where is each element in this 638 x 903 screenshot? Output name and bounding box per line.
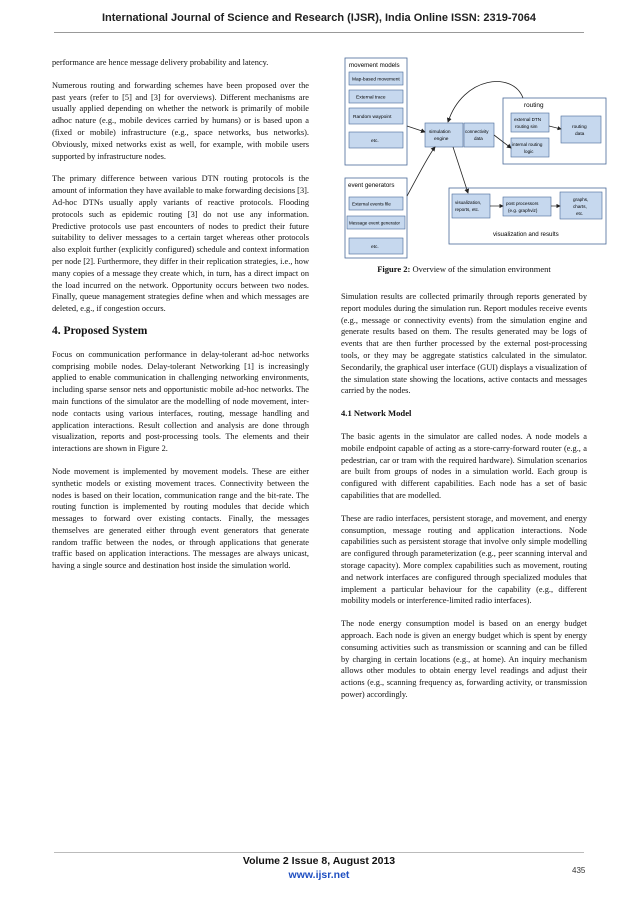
movement-etc-label: etc. [371, 139, 379, 144]
random-waypoint-label: Random waypoint [353, 115, 392, 120]
external-events-label: External events file [352, 201, 391, 207]
graphs-label-3: etc. [576, 211, 584, 216]
internal-routing-label: internal routing [512, 142, 543, 147]
post-processors-label-2: (e.g. graphviz) [508, 208, 538, 213]
caption-text: Overview of the simulation environment [410, 264, 551, 274]
vis-reports-label: visualization, [455, 200, 482, 205]
paragraph: These are radio interfaces, persistent storage, and movement, and energy consumption, message routing and application interactions. Node capabilities such as persistent storage that involve only simple modelling are configured through parameterization (e.g., peer scanning interval and storage capacity). More complex capabilities such as movement, routing and network interfaces are configured through specialized modules that implement a particular behaviour for the capability (e.g., different mobility models or interference-limited radio interfaces). [341, 513, 587, 606]
connectivity-data-label: connectivity [465, 129, 489, 134]
events-etc-label: etc. [371, 245, 379, 250]
vis-reports-box [452, 194, 490, 218]
routing-data-label: routing [572, 125, 587, 130]
internal-routing-box [511, 138, 549, 157]
post-processors-box [503, 197, 551, 216]
external-trace-label: External trace [356, 95, 386, 101]
section-heading: 4. Proposed System [52, 324, 148, 337]
internal-routing-label-2: logic [524, 149, 534, 154]
page-number: 435 [572, 866, 586, 875]
arrow-engine-to-results [453, 147, 468, 193]
graphs-label: graphs, [573, 197, 589, 202]
header-divider [54, 32, 584, 33]
connectivity-data-box [464, 123, 494, 147]
movement-models-title: movement models [349, 62, 400, 69]
journal-header: International Journal of Science and Research (IJSR), India Online ISSN: 2319-7064 [101, 12, 537, 24]
left-column [52, 57, 309, 583]
map-based-label: Map-based movement [352, 77, 400, 83]
subsection-heading: 4.1 Network Model [341, 408, 412, 419]
simulation-engine-box [425, 123, 463, 147]
results-title: visualization and results [493, 231, 559, 238]
connectivity-data-label-2: data [474, 136, 483, 141]
external-dtn-label: external DTN [514, 117, 542, 122]
arrow-events-to-engine [407, 147, 435, 196]
footer-divider [54, 852, 584, 853]
journal-footer [0, 855, 638, 881]
simulation-engine-label-2: engine [434, 137, 449, 142]
paragraph: Simulation results are collected primarily through reports generated by report modules during the simulation run. Report modules receive events (e.g., message or connectivity events) from the simulation engine and generate results based on them. The results generated may be logs of events that are then further processed by the external post-processing tools, or they may be aggregate statistics calculated in the simulator. Secondarily, the graphical user interface (GUI) displays a visualization of the simulation state showing the locations, active contacts and messages carried by the nodes. [341, 292, 587, 396]
external-dtn-box [511, 113, 549, 132]
arrow-movement-to-engine [407, 126, 425, 132]
routing-data-label-2: data [575, 132, 585, 137]
right-column [341, 291, 587, 712]
simulation-engine-label: simulation [429, 130, 451, 135]
graphs-label-2: charts, [573, 204, 587, 209]
routing-title: routing [524, 102, 544, 109]
paragraph: The node energy consumption model is based on an energy budget approach. Each node is given an energy budget which is spent by energy consuming activities such as transmission or scanning and can be filled by charging in certain locations (e.g., at home). An inquiry mechanism allows other modules to obtain energy level readings and adjust their actions (e.g., scanning frequency as, forwarding activity, or transmission power) accordingly. [341, 619, 587, 699]
message-event-label: Message event generator [349, 220, 401, 226]
figure-caption [341, 264, 587, 274]
simulation-overview-figure [343, 56, 608, 261]
paragraph: The primary difference between various DTN routing protocols is the amount of information they have available to make forwarding decisions [3]. Ad-hoc DTNs usually apply variants of reactive protocols. Flooding protocols such as epidemic routing [3] do not use any information. Predictive protocols use past encounters of nodes to predict their future suitability to deliver messages to a certain target whereas other protocols also exploit further (explicitly configured) schedule and context information per node [2]. Furthermore, they differ in their replication strategies, i.e., how many copies of a message they create which, in turn, has a direct impact on the load incurred on the network. Opportunity occurs between two nodes. Finally, queue management strategies define when and which messages are deleted, e.g., if congestion occurs. [52, 174, 309, 314]
event-generators-title: event generators [348, 182, 395, 189]
paragraph: performance are hence message delivery probability and latency. [52, 58, 269, 67]
paragraph: The basic agents in the simulator are called nodes. A node models a mobile endpoint capable of acting as a store-carry-forward router (e.g., a pedestrian, car or tram with the required hardware). Simulation scenarios are built from groups of nodes in a simulation world. Each group is configured with different capabilities. Each node has a set of basic capabilities that are modelled. [341, 431, 587, 500]
external-dtn-label-2: routing sim [515, 124, 538, 129]
journal-website-link[interactable]: www.ijsr.net [288, 869, 350, 881]
issue-info: Volume 2 Issue 8, August 2013 [242, 855, 396, 867]
paragraph: Numerous routing and forwarding schemes have been proposed over the past years (refer to [5] and [3] for overviews). Different mechanisms are usually applied depending on whether the network is primarily of mobile adhoc nature (e.g., mobile devices carried by humans) or is based upon a (fixed or mobile) infrastructure (e.g., space networks, bus networks). Obviously, mixed networks exist as well, for example, with mobile users supported by infrastructure nodes. [52, 80, 309, 161]
post-processors-label: post processors [506, 201, 539, 206]
vis-reports-label-2: reports, etc. [455, 207, 480, 212]
paragraph: Focus on communication performance in delay-tolerant ad-hoc networks comprising mobile nodes. Delay-tolerant Networking [1] is increasingly applied to enable communication in challenging networking environments, including sparse sensor nets and opportunistic mobile ad-hoc networks. The main functions of the simulator are the modelling of node movement, inter-node contacts using various interfaces, routing, message handling and application interactions. Result collection and analysis are done through visualization, reports and post-processing tools. The elements and their interactions are shown in Figure 2. [52, 349, 309, 454]
caption-label: Figure 2: [377, 264, 411, 274]
paragraph: Node movement is implemented by movement models. These are either synthetic models or existing movement traces. Connectivity between the nodes is based on their location, communication range and the bit-rate. The routing function is implemented by routing modules that decide which messages to forward over existing contacts. Finally, the messages themselves are generated either through event generators that generate random traffic between the nodes, or through applications that generate traffic based on application interactions. The messages are always unicast, having a single source and destination host inside the simulation world. [52, 466, 309, 571]
